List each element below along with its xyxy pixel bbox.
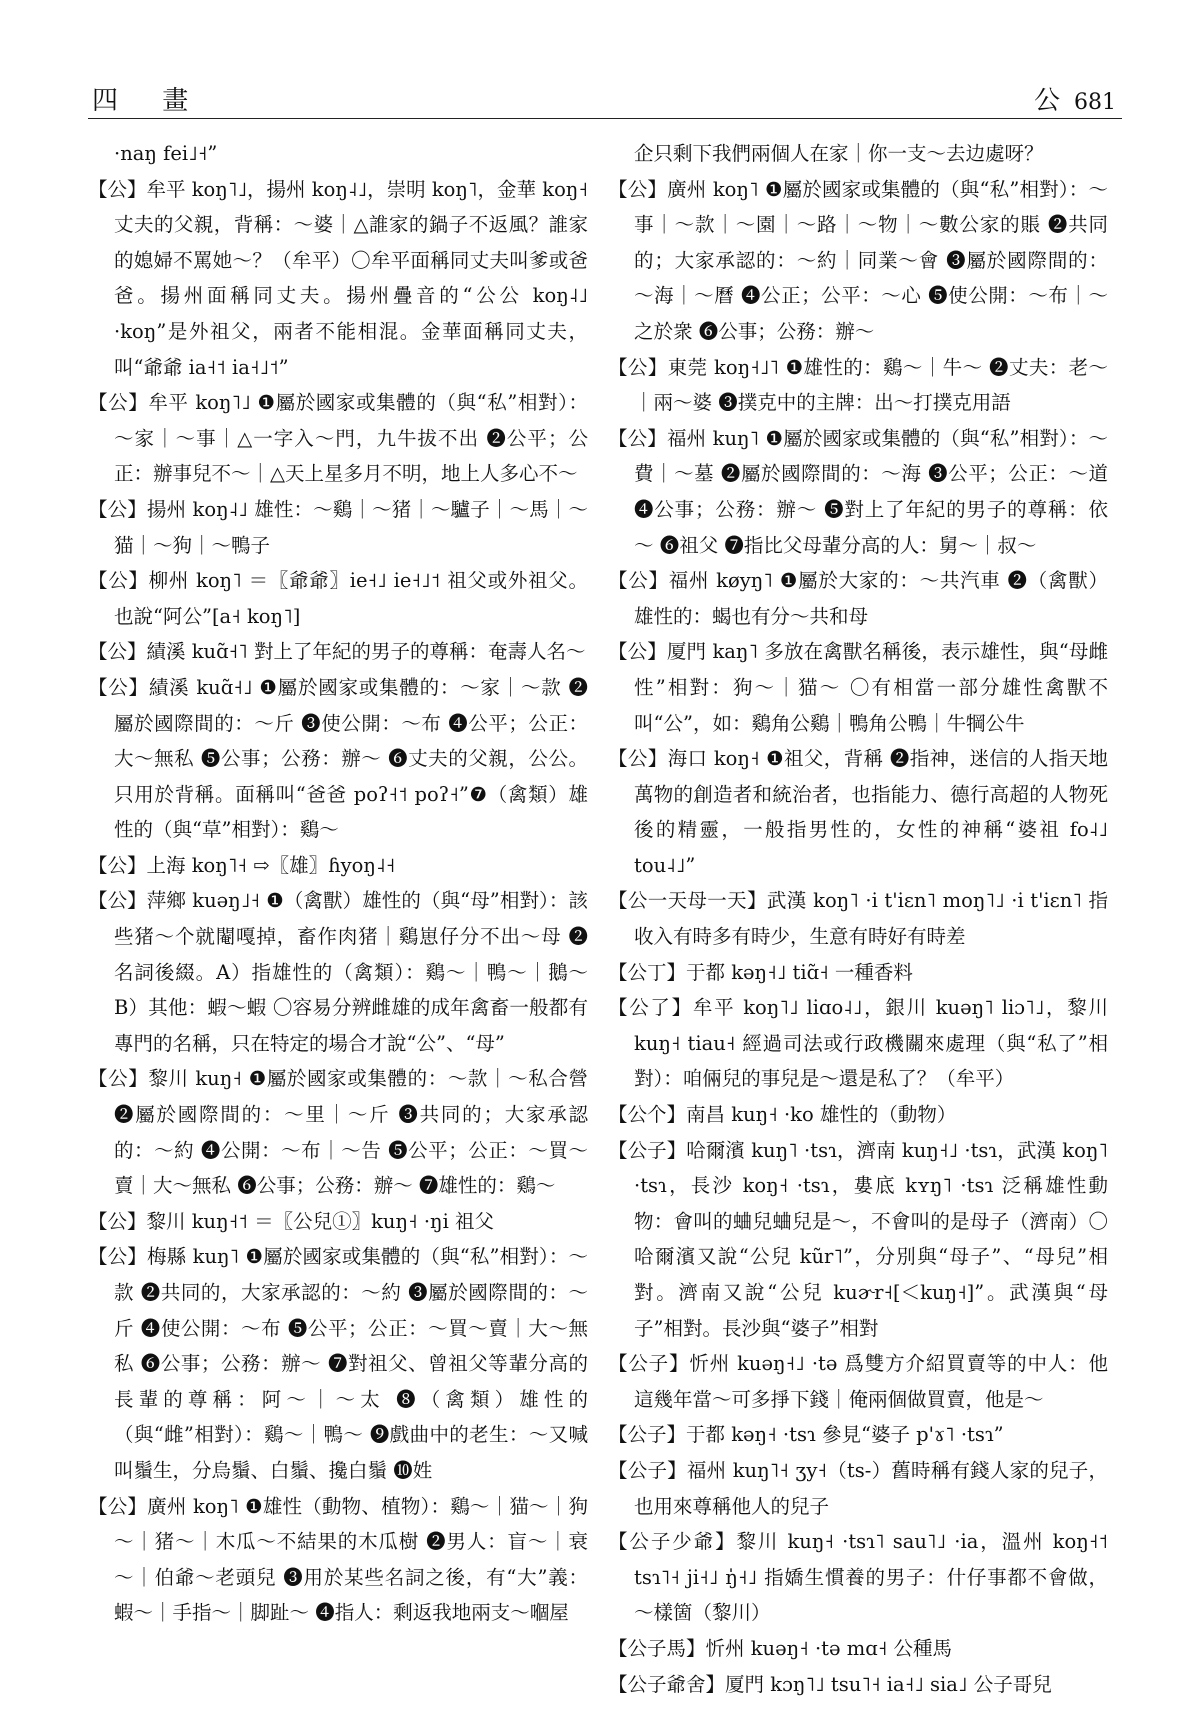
dictionary-entry: 【公】績溪 kuɑ̃˧˥ 對上了年紀的男子的尊稱：奄壽人名～ bbox=[88, 640, 586, 664]
dictionary-entry: ·naŋ fei˩˧” bbox=[114, 142, 218, 165]
headword-page bbox=[1034, 80, 1116, 117]
dictionary-entry: 【公个】南昌 kuŋ˧ ·ko 雄性的（動物） bbox=[608, 1103, 957, 1127]
page-number: 681 bbox=[1074, 90, 1116, 115]
section-label: 四 畫 bbox=[92, 86, 207, 116]
dictionary-entry: 【公】海口 koŋ˧ ❶祖父，背稱 ❷指神，迷信的人指天地萬物的創造者和統治者，也指能力、德行高超的人物死後的精靈，一般指男性的，女性的神稱“婆祖 fo˨˩ tou˨˩” bbox=[608, 747, 1108, 877]
dictionary-entry: 【公】績溪 kuɑ̃˧˩ ❶屬於國家或集體的：～家｜～款 ❷屬於國際間的：～斤 ❸使公開：～布 ❹公平；公正：大～無私 ❺公事；公務：辦～ ❻丈夫的父親，公公。只用於背稱。面稱叫“爸爸 poʔ˧˦ poʔ˧”❼（禽類）雄性的（與“草”相對）：鷄～ bbox=[88, 675, 588, 842]
dictionary-entry: 【公】上海 koŋ˥˧ ⇨〖雄〗ɦyoŋ˨˧ bbox=[88, 853, 396, 877]
page-header bbox=[88, 74, 1122, 119]
dictionary-entry: 【公了】牟平 koŋ˥˩ liɑo˨˩，銀川 kuəŋ˥ liɔ˥˩，黎川 kuŋ˧ tiau˧ 經過司法或行政機關來處理（與“私了”相對）：咱倆兒的事兒是～還是私了？（牟平） bbox=[608, 996, 1108, 1091]
right-column bbox=[608, 136, 1108, 1702]
dictionary-entry: 【公子】福州 kuŋ˥˧ ʒy˧（ts-）舊時稱有錢人家的兒子，也用來尊稱他人的兒子 bbox=[608, 1458, 1108, 1518]
left-column bbox=[88, 136, 588, 1631]
dictionary-entry: 【公】黎川 kuŋ˧˦ ＝〖公兒①〗kuŋ˧ ·ŋi 祖父 bbox=[88, 1209, 495, 1233]
dictionary-entry: 【公子】于都 kəŋ˧ ·tsɿ 參見“婆子 p'ɤ˥ ·tsɿ” bbox=[608, 1423, 1004, 1447]
dictionary-entry: 【公】萍鄉 kuəŋ˩˧ ❶（禽獸）雄性的（與“母”相對）：該些猪～个就閹嘎掉，畜作肉猪｜鷄崽仔分不出～母 ❷名詞後綴。A）指雄性的（禽類）：鷄～｜鴨～｜鵝～ B）其他：蝦～蝦 〇容易分辨雌雄的成年禽畜一般都有專門的名稱，只在特定的場合才說“公”、“母” bbox=[88, 889, 588, 1055]
dictionary-entry: 【公】廣州 koŋ˥ ❶雄性（動物、植物）：鷄～｜猫～｜狗～｜猪～｜木瓜～不結果的木瓜樹 ❷男人：盲～｜衰～｜伯爺～老頭兒 ❸用於某些名詞之後，有“大”義：蝦～｜手指～｜脚趾～ ❹指人：剩返我地兩支～嗰屋 bbox=[88, 1494, 588, 1625]
dictionary-entry: 【公子少爺】黎川 kuŋ˧ ·tsɿ˥ sau˥˩ ·ia，溫州 koŋ˧˦ tsɿ˥˧ ji˧˩ ŋ̍˧˩ 指嬌生慣養的男子：什仔事都不會做，～樣箇（黎川） bbox=[608, 1530, 1108, 1625]
dictionary-entry: 【公】梅縣 kuŋ˥ ❶屬於國家或集體的（與“私”相對）：～款 ❷共同的，大家承認的：～約 ❸屬於國際間的：～斤 ❹使公開：～布 ❺公平；公正：～買～賣｜大～無私 ❻公事；公務：辦～ ❼對祖父、曾祖父等輩分高的長輩的尊稱：阿～｜～太 ❽（禽類）雄性的（與“雌”相對）：鷄～｜鴨～ ❾戲曲中的老生：～又喊叫鬚生，分烏鬚、白鬚、攙白鬚 ❿姓 bbox=[88, 1245, 588, 1482]
dictionary-entry: 【公】廣州 koŋ˥ ❶屬於國家或集體的（與“私”相對）：～事｜～款｜～園｜～路｜～物｜～數公家的賬 ❷共同的；大家承認的：～約｜同業～會 ❸屬於國際間的：～海｜～曆 ❹公正；公平：～心 ❺使公開：～布｜～之於衆 ❻公事；公務：辦～ bbox=[608, 177, 1108, 343]
header-char: 公 bbox=[1033, 86, 1060, 116]
dictionary-entry: 【公子馬】忻州 kuəŋ˧ ·tə mɑ˧ 公種馬 bbox=[608, 1636, 953, 1660]
dictionary-entry: 【公】福州 køyŋ˥ ❶屬於大家的：～共汽車 ❷（禽獸）雄性的：蝎也有分～共和母 bbox=[608, 569, 1108, 628]
dictionary-entry: 【公丁】于都 kəŋ˧˩ tiɑ̃˧ 一種香料 bbox=[608, 960, 913, 984]
dictionary-entry: 【公】柳州 koŋ˥ ＝〖爺爺〗ie˧˩ ie˧˩˦ 祖父或外祖父。也說“阿公”[a˧ koŋ˥] bbox=[88, 569, 588, 628]
dictionary-entry: 【公】厦門 kaŋ˥ 多放在禽獸名稱後，表示雄性，與“母雌性”相對：狗～｜猫～ 〇有相當一部分雄性禽獸不叫“公”，如：鷄角公鷄｜鴨角公鴨｜牛犅公牛 bbox=[608, 640, 1108, 735]
dictionary-entry: 【公一天母一天】武漢 koŋ˥ ·i t'iɛn˥ moŋ˥˩ ·i t'iɛn˥ 指收入有時多有時少，生意有時好有時差 bbox=[608, 889, 1108, 949]
dictionary-entry: 【公】牟平 koŋ˥˩ ❶屬於國家或集體的（與“私”相對）：～家｜～事｜△一字入～門，九牛拔不出 ❷公平；公正：辦事兒不～｜△天上星多月不明，地上人多心不～ bbox=[88, 391, 588, 486]
dictionary-entry: 【公子】忻州 kuəŋ˧˩ ·tə 爲雙方介紹買賣等的中人：他這幾年當～可多掙下錢｜俺兩個做買賣，他是～ bbox=[608, 1352, 1108, 1411]
dictionary-entry: 【公】東莞 koŋ˧˩˥ ❶雄性的：鷄～｜牛～ ❷丈夫：老～｜兩～婆 ❸撲克中的主牌：出～打撲克用語 bbox=[608, 355, 1108, 415]
dictionary-entry: 【公】黎川 kuŋ˧ ❶屬於國家或集體的：～款｜～私合營 ❷屬於國際間的：～里｜～斤 ❸共同的；大家承認的：～約 ❹公開：～布｜～告 ❺公平；公正：～買～賣｜大～無私 ❻公事；公務：辦～ ❼雄性的：鷄～ bbox=[88, 1067, 588, 1198]
dictionary-entry: 【公】福州 kuŋ˥ ❶屬於國家或集體的（與“私”相對）：～費｜～墓 ❷屬於國際間的：～海 ❸公平；公正：～道 ❹公事；公務：辦～ ❺對上了年紀的男子的尊稱：依～ ❻祖父 ❼指比父母輩分高的人：舅～｜叔～ bbox=[608, 426, 1108, 557]
dictionary-entry: 【公子爺舍】厦門 kɔŋ˥˩ tsu˥˧ ia˧˩ sia˩ 公子哥兒 bbox=[608, 1672, 1052, 1696]
dictionary-entry: 【公】牟平 koŋ˥˩，揚州 koŋ˨˩，崇明 koŋ˥，金華 koŋ˧ 丈夫的父親，背稱：～婆｜△誰家的鍋子不返風？誰家的媳婦不罵她～？（牟平）〇牟平面稱同丈夫叫爹或爸爸。揚州面稱同丈夫。揚州疊音的“公公 koŋ˨˩ ·koŋ”是外祖父，兩者不能相混。金華面稱同丈夫，叫“爺爺 ia˧˦ ia˧˩˦” bbox=[88, 177, 588, 379]
dictionary-entry: 企只剩下我們兩個人在家｜你一支～去边處呀？ bbox=[634, 142, 1044, 165]
dictionary-entry: 【公】揚州 koŋ˨˩ 雄性：～鷄｜～猪｜～驢子｜～馬｜～猫｜～狗｜～鴨子 bbox=[88, 497, 588, 557]
dictionary-entry: 【公子】哈爾濱 kuŋ˥ ·tsɿ，濟南 kuŋ˧˩ ·tsɿ，武漢 koŋ˥ ·tsɿ，長沙 koŋ˧ ·tsɿ，婁底 kʏŋ˥ ·tsɿ 泛稱雄性動物：會叫的蛐兒蛐兒是～，不會叫的是母子（濟南）〇哈爾濱又說“公兒 kũr˥”，分別與“母子”、“母兒”相對。濟南又說“公兒 kuɚr˧[＜kuŋ˧]”。武漢與“母子”相對。長沙與“婆子”相對 bbox=[608, 1138, 1108, 1340]
